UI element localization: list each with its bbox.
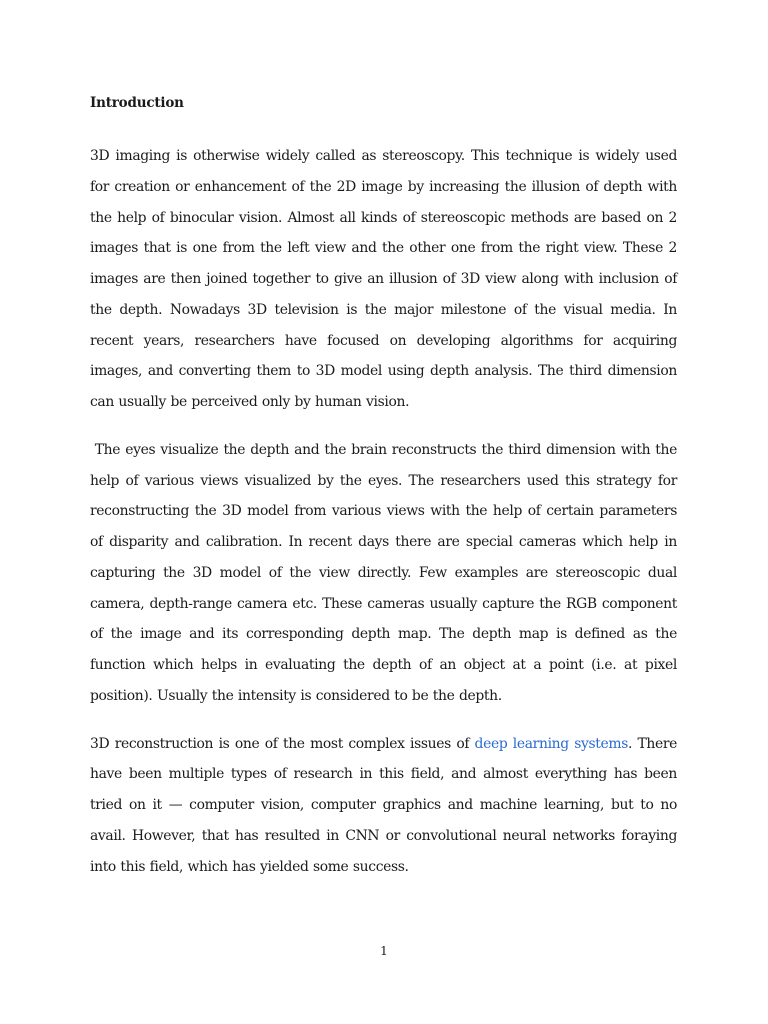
paragraph-depth-perception-text: The eyes visualize the depth and the brain reconstructs the third dimension with the help of various views visualized by the eyes. The researchers used this strategy for reconstructing the 3D model from various views with the help of certain parameters of disparity and calibration. In recent days there are special cameras which help in capturing the 3D model of the view directly. Few examples are stereoscopic dual camera, depth-range camera etc. These cameras usually capture the RGB component of the image and its corresponding depth map. The depth map is defined as the function which helps in evaluating the depth of an object at a point (i.e. at pixel position). Usually the intensity is considered to be the depth. [90, 441, 682, 704]
section-heading: Introduction [90, 95, 184, 111]
paragraph-3d-reconstruction-rest: . There have been multiple types of research in this field, and almost everything has been tried on it — computer vision, computer graphics and machine learning, but to no avail. However, that has resulted in CNN or convolutional neural networks foraying into this field, which has yielded some success. [90, 735, 678, 875]
paragraph-stereoscopy: 3D imaging is otherwise widely called as stereoscopy. This technique is widely used for creation or enhancement of the 2D image by increasing the illusion of depth with the help of binocular vision. Almost all kinds of stereoscopic methods are based on 2 images that is one from the left view and the other one from the right view. These 2 images are then joined together to give an illusion of 3D view along with inclusion of the depth. Nowadays 3D television is the major milestone of the visual media. In recent years, researchers have focused on developing algorithms for acquiring images, and converting them to 3D model using depth analysis. The third dimension can usually be perceived only by human vision. [90, 148, 677, 410]
deep-learning-systems-link[interactable]: deep learning systems [474, 735, 628, 752]
paragraph-3d-reconstruction-lead: 3D reconstruction is one of the most complex issues of [90, 735, 475, 752]
paragraph-depth-perception [90, 435, 682, 712]
document-body [90, 93, 682, 882]
paragraph-3d-reconstruction [90, 729, 677, 883]
page-number: 1 [380, 944, 388, 958]
